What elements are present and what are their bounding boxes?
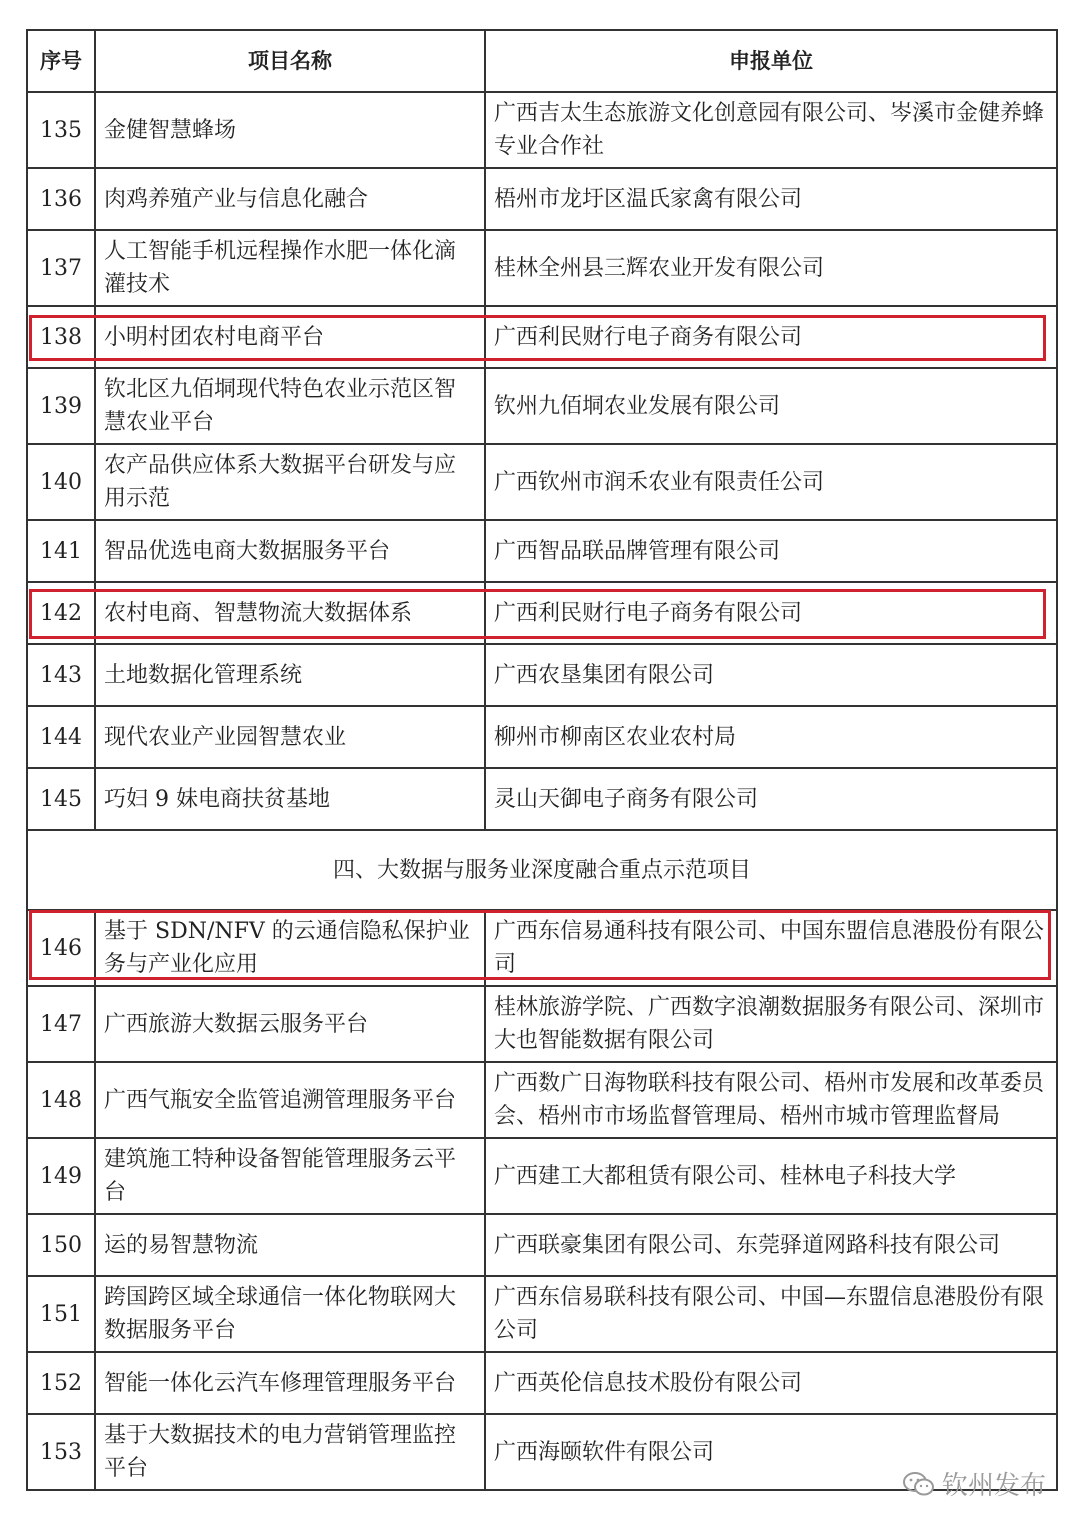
table-row (27, 1276, 1057, 1352)
row-unit: 广西东信易联科技有限公司、中国—东盟信息港股份有限公司 (485, 1276, 1057, 1352)
row-unit: 广西联豪集团有限公司、东莞驿道网路科技有限公司 (485, 1214, 1057, 1276)
watermark-text: 钦州发布 (941, 1471, 1046, 1501)
row-unit: 广西建工大都租赁有限公司、桂林电子科技大学 (485, 1138, 1057, 1214)
row-name: 农产品供应体系大数据平台研发与应用示范 (95, 444, 485, 520)
row-name: 金健智慧蜂场 (95, 92, 485, 168)
watermark (902, 1465, 1046, 1502)
row-no: 148 (27, 1062, 95, 1138)
row-unit: 广西海颐软件有限公司 (485, 1414, 1057, 1490)
row-no: 139 (27, 368, 95, 444)
row-unit: 柳州市柳南区农业农村局 (485, 706, 1057, 768)
row-unit: 广西利民财行电子商务有限公司 (485, 582, 1057, 644)
row-name: 巧妇 9 妹电商扶贫基地 (95, 768, 485, 830)
row-no: 146 (27, 910, 95, 986)
row-unit: 灵山天御电子商务有限公司 (485, 768, 1057, 830)
wechat-icon (902, 1470, 936, 1498)
row-unit: 广西钦州市润禾农业有限责任公司 (485, 444, 1057, 520)
row-name: 广西气瓶安全监管追溯管理服务平台 (95, 1062, 485, 1138)
row-unit: 广西利民财行电子商务有限公司 (485, 306, 1057, 368)
row-no: 150 (27, 1214, 95, 1276)
row-unit: 桂林全州县三辉农业开发有限公司 (485, 230, 1057, 306)
row-name: 人工智能手机远程操作水肥一体化滴灌技术 (95, 230, 485, 306)
row-name: 钦北区九佰垌现代特色农业示范区智慧农业平台 (95, 368, 485, 444)
row-no: 138 (27, 306, 95, 368)
section-row (27, 830, 1057, 910)
table-row (27, 444, 1057, 520)
table-row (27, 644, 1057, 706)
row-name: 现代农业产业园智慧农业 (95, 706, 485, 768)
table-row (27, 520, 1057, 582)
row-no: 140 (27, 444, 95, 520)
row-unit: 广西吉太生态旅游文化创意园有限公司、岑溪市金健养蜂专业合作社 (485, 92, 1057, 168)
row-name: 农村电商、智慧物流大数据体系 (95, 582, 485, 644)
table-row (27, 706, 1057, 768)
row-name: 建筑施工特种设备智能管理服务云平台 (95, 1138, 485, 1214)
row-unit: 广西英伦信息技术股份有限公司 (485, 1352, 1057, 1414)
project-table (26, 29, 1058, 1491)
table-row (27, 1352, 1057, 1414)
section-title: 四、大数据与服务业深度融合重点示范项目 (27, 830, 1057, 910)
row-unit: 广西农垦集团有限公司 (485, 644, 1057, 706)
table-row (27, 368, 1057, 444)
row-no: 136 (27, 168, 95, 230)
row-name: 智能一体化云汽车修理管理服务平台 (95, 1352, 485, 1414)
row-unit: 广西东信易通科技有限公司、中国东盟信息港股份有限公司 (485, 910, 1057, 986)
row-no: 149 (27, 1138, 95, 1214)
row-no: 145 (27, 768, 95, 830)
table-row (27, 986, 1057, 1062)
row-name: 土地数据化管理系统 (95, 644, 485, 706)
table-row (27, 1062, 1057, 1138)
row-name: 跨国跨区域全球通信一体化物联网大数据服务平台 (95, 1276, 485, 1352)
row-name: 小明村团农村电商平台 (95, 306, 485, 368)
row-no: 144 (27, 706, 95, 768)
row-name: 广西旅游大数据云服务平台 (95, 986, 485, 1062)
header-unit: 申报单位 (485, 30, 1057, 92)
table-row-highlighted (27, 910, 1057, 986)
row-unit: 钦州九佰垌农业发展有限公司 (485, 368, 1057, 444)
row-no: 147 (27, 986, 95, 1062)
row-no: 152 (27, 1352, 95, 1414)
row-name: 智品优选电商大数据服务平台 (95, 520, 485, 582)
row-no: 135 (27, 92, 95, 168)
table-row (27, 768, 1057, 830)
row-name: 基于大数据技术的电力营销管理监控平台 (95, 1414, 485, 1490)
header-name: 项目名称 (95, 30, 485, 92)
row-no: 141 (27, 520, 95, 582)
row-unit: 广西智品联品牌管理有限公司 (485, 520, 1057, 582)
table-row-highlighted (27, 582, 1057, 644)
table-row (27, 168, 1057, 230)
table-row (27, 1214, 1057, 1276)
row-unit: 广西数广日海物联科技有限公司、梧州市发展和改革委员会、梧州市市场监督管理局、梧州市城市管理监督局 (485, 1062, 1057, 1138)
table-row (27, 1138, 1057, 1214)
row-no: 151 (27, 1276, 95, 1352)
row-name: 基于 SDN/NFV 的云通信隐私保护业务与产业化应用 (95, 910, 485, 986)
row-name: 肉鸡养殖产业与信息化融合 (95, 168, 485, 230)
row-no: 143 (27, 644, 95, 706)
table-row (27, 230, 1057, 306)
row-name: 运的易智慧物流 (95, 1214, 485, 1276)
table-row-highlighted (27, 306, 1057, 368)
table-row (27, 92, 1057, 168)
header-no: 序号 (27, 30, 95, 92)
row-unit: 梧州市龙圩区温氏家禽有限公司 (485, 168, 1057, 230)
table-header-row (27, 30, 1057, 92)
row-no: 137 (27, 230, 95, 306)
row-unit: 桂林旅游学院、广西数字浪潮数据服务有限公司、深圳市大也智能数据有限公司 (485, 986, 1057, 1062)
row-no: 153 (27, 1414, 95, 1490)
row-no: 142 (27, 582, 95, 644)
